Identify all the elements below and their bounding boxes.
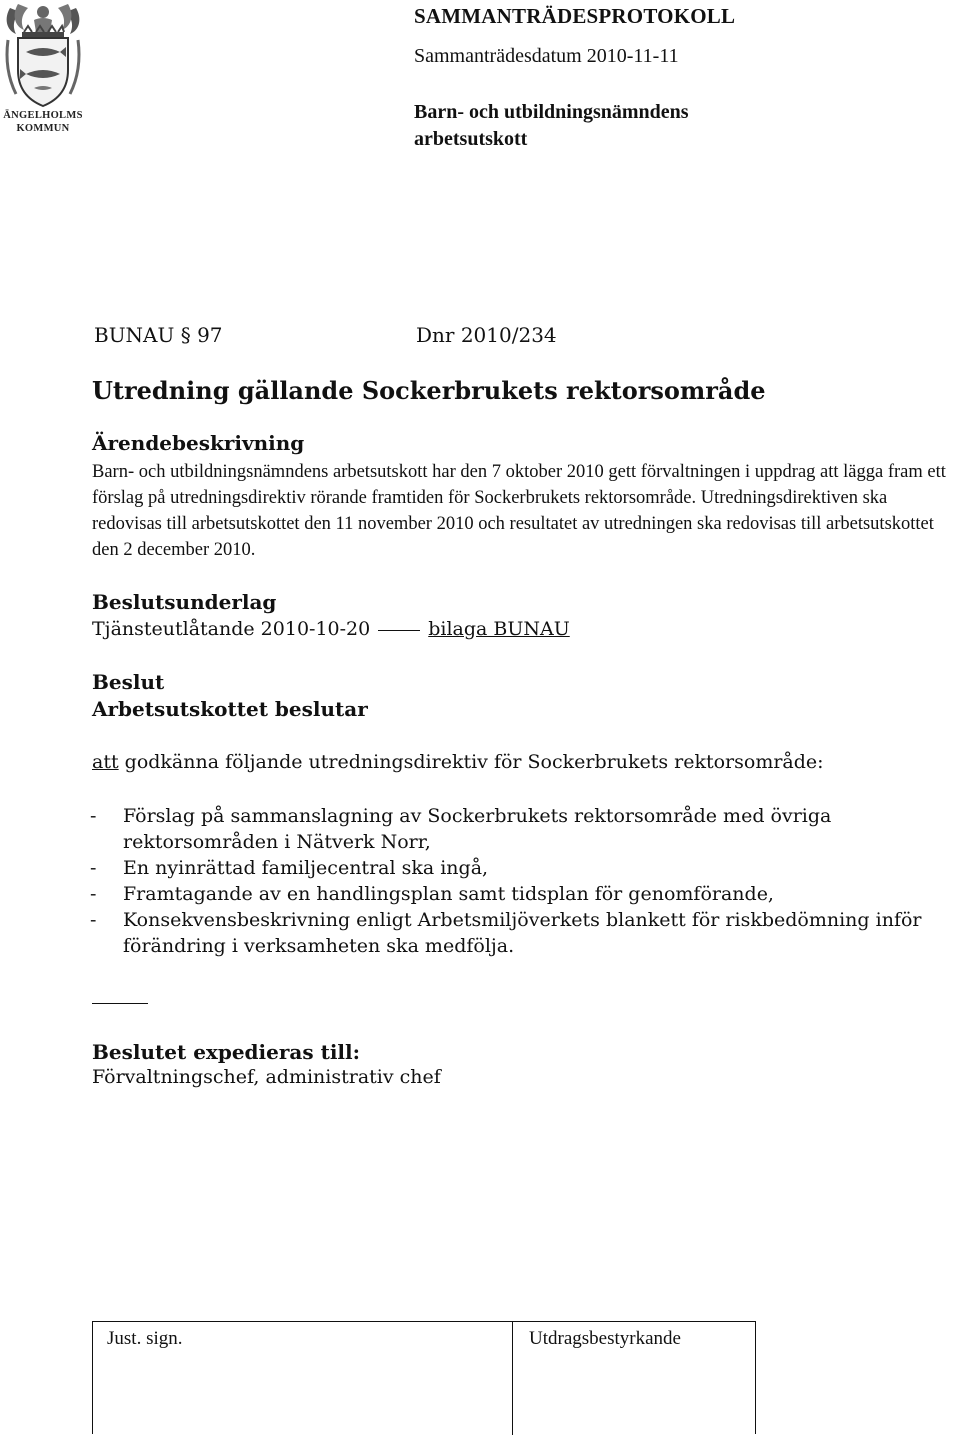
att-word: att [92,751,119,773]
list-bullet: - [90,883,97,905]
section-heading-beslut: Beslut [92,670,165,694]
list-item [90,855,950,881]
case-title: Utredning gällande Sockerbrukets rektorsområde [92,376,766,405]
section-heading-beslutsunderlag: Beslutsunderlag [92,590,277,614]
beslutsunderlag-attachment: bilaga BUNAU [428,618,570,640]
list-item-text: Förslag på sammanslagning av Sockerbrukets rektorsområde med övriga rektorsområden i Nätverk Norr, [123,805,832,853]
expedieras-recipients: Förvaltningschef, administrativ chef [92,1066,441,1088]
list-bullet: - [90,909,97,931]
list-item [90,907,950,959]
beslutsunderlag-line [92,618,570,640]
list-item [90,803,950,855]
list-item-text: Konsekvensbeskrivning enligt Arbetsmiljöverkets blankett för riskbedömning inför förändring i verksamheten ska medfölja. [123,909,922,957]
section-heading-arendebeskrivning: Ärendebeskrivning [92,431,305,455]
section-divider [92,1003,148,1004]
municipality-logo [0,0,86,136]
document-title: SAMMANTRÄDESPROTOKOLL [414,4,736,28]
list-item-text: Framtagande av en handlingsplan samt tidsplan för genomförande, [123,883,774,905]
directive-list [90,803,950,959]
coat-of-arms-icon [0,0,86,112]
section-heading-expedieras: Beslutet expedieras till: [92,1040,360,1064]
att-text: godkänna följande utredningsdirektiv för Sockerbrukets rektorsområde: [124,751,824,773]
logo-text-line1: ÄNGELHOLMS [3,110,83,121]
beslut-subheading: Arbetsutskottet beslutar [92,697,368,721]
list-bullet: - [90,805,97,827]
committee-name: Barn- och utbildningsnämndens arbetsutskott [414,101,689,150]
signature-table [92,1321,756,1434]
beslutsunderlag-doc: Tjänsteutlåtande 2010-10-20 [92,618,371,640]
list-item-text: En nyinrättad familjecentral ska ingå, [123,857,489,879]
extract-certification-label: Utdragsbestyrkande [529,1328,681,1349]
logo-text-line2: KOMMUN [16,123,70,134]
justification-signature-label: Just. sign. [107,1328,183,1349]
list-bullet: - [90,857,97,879]
case-number: BUNAU § 97 [94,323,223,347]
decision-intro [92,751,824,773]
meeting-date: Sammanträdesdatum 2010-11-11 [414,45,679,67]
dash-separator [378,630,420,631]
arendebeskrivning-text: Barn- och utbildningsnämndens arbetsutskott har den 7 oktober 2010 gett förvaltningen i uppdrag att lägga fram ett förslag på utredningsdirektiv rörande framtiden för Sockerbrukets rektorsområde. Utredningsdirektiven ska redovisas till arbetsutskottet den 11 november 2010 och resultatet av utredningen ska redovisas till arbetsutskottet den 2 december 2010. [92,462,946,560]
case-dnr: Dnr 2010/234 [416,323,557,347]
list-item [90,881,950,907]
